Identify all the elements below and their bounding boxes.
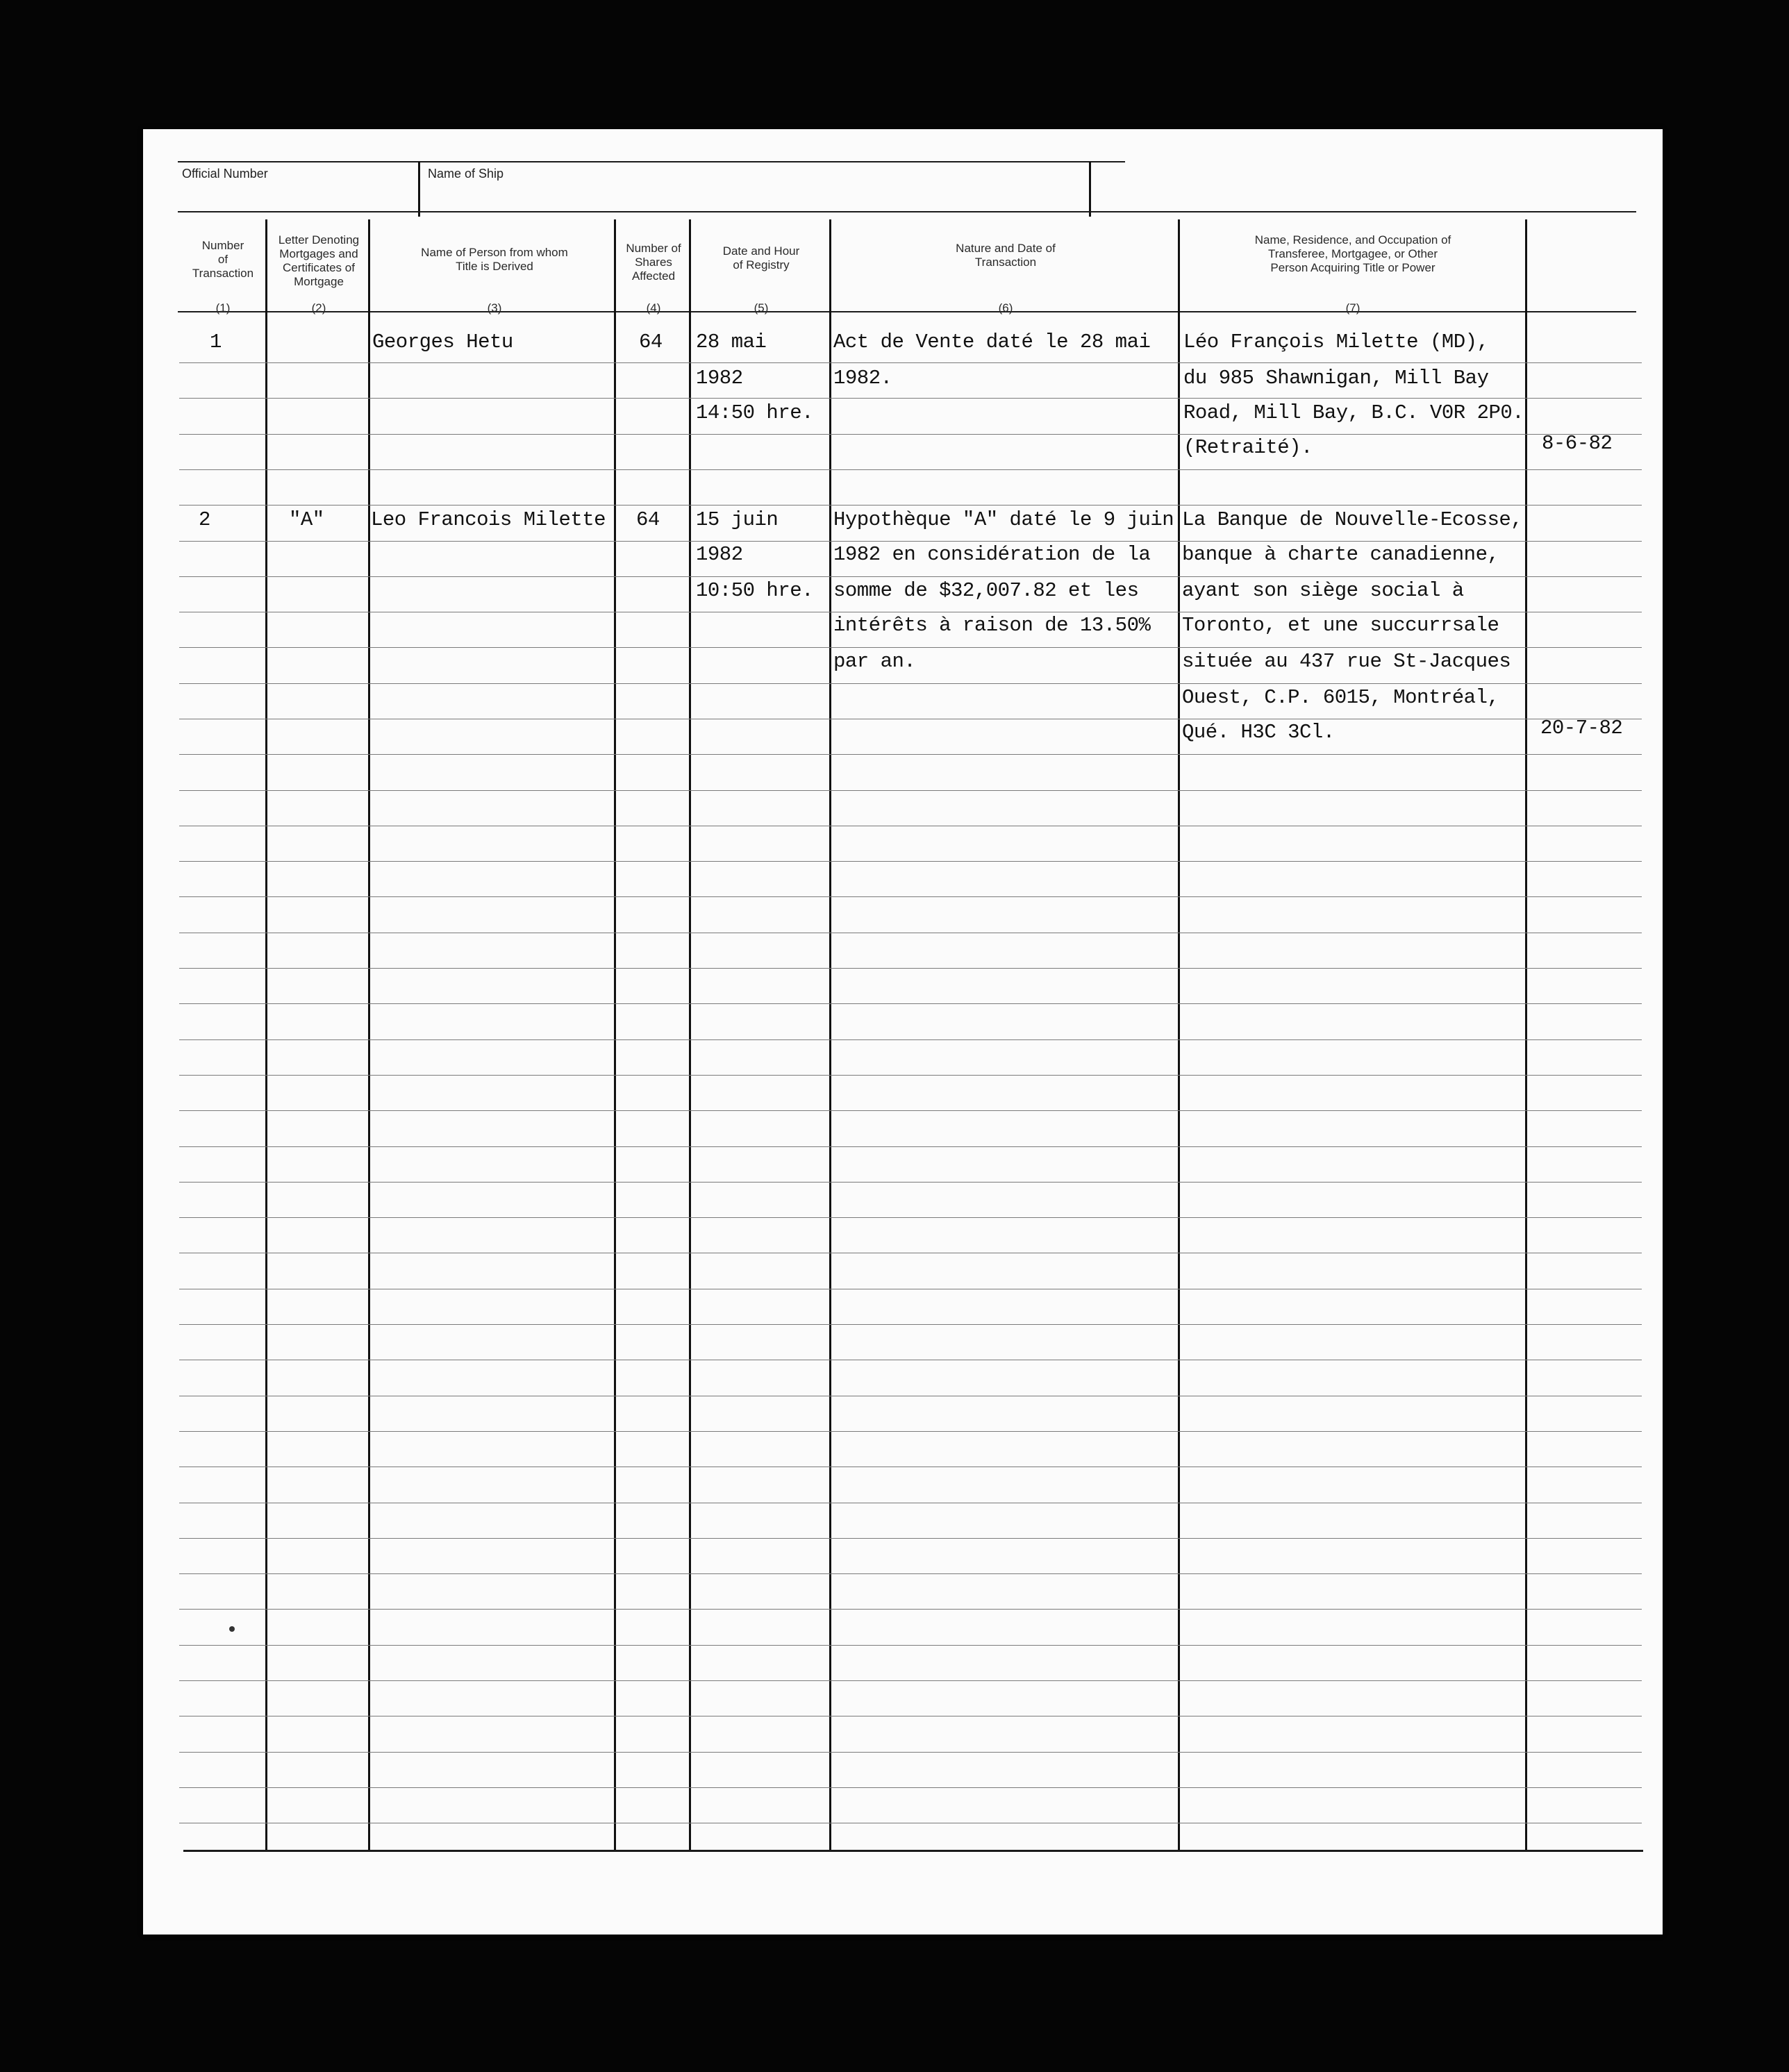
ship-name-label: Name of Ship bbox=[428, 167, 504, 181]
col-header-7: Name, Residence, and Occupation of Transferee, Mortgagee, or Other Person Acquiring Title or Power bbox=[1254, 233, 1451, 274]
entry-2-shares: 64 bbox=[636, 508, 660, 531]
entry-1-acquirer-line: du 985 Shawnigan, Mill Bay bbox=[1183, 367, 1489, 390]
ruled-line bbox=[179, 1039, 1642, 1040]
entry-2-acquirer-line: située au 437 rue St-Jacques bbox=[1182, 650, 1511, 673]
ruled-line bbox=[179, 647, 1642, 648]
col-num-7: (7) bbox=[1345, 301, 1361, 315]
entry-2-from: Leo Francois Milette bbox=[371, 508, 606, 531]
entry-2-registry-line: 10:50 hre. bbox=[696, 579, 814, 602]
ruled-line bbox=[179, 434, 1642, 435]
ruled-line bbox=[179, 896, 1642, 897]
entry-2-number: 2 bbox=[199, 508, 210, 531]
entry-1-registry-line: 14:50 hre. bbox=[696, 401, 814, 424]
ruled-line bbox=[179, 683, 1642, 684]
ruled-line bbox=[179, 505, 1642, 506]
ruled-line bbox=[179, 1324, 1642, 1325]
entry-1-registry-line: 1982 bbox=[696, 367, 743, 390]
official-number-label: Official Number bbox=[182, 167, 268, 181]
col-header-4: Number of Shares Affected bbox=[626, 242, 681, 283]
col-num-1: (1) bbox=[215, 301, 231, 315]
entry-2-registry-line: 15 juin bbox=[696, 508, 779, 531]
col-header-2: Letter Denoting Mortgages and Certificates of Mortgage bbox=[278, 233, 360, 288]
ruled-line bbox=[179, 754, 1642, 755]
entry-2-nature-line: somme de $32,007.82 et les bbox=[833, 579, 1139, 602]
col-divider-4 bbox=[689, 219, 691, 1851]
ruled-line bbox=[179, 1573, 1642, 1574]
ruled-line bbox=[179, 1609, 1642, 1610]
ruled-line bbox=[179, 1787, 1642, 1788]
ruled-line bbox=[179, 1075, 1642, 1076]
top-box-right-border bbox=[1089, 161, 1091, 217]
ruled-line bbox=[179, 1182, 1642, 1183]
entry-2-letter: "A" bbox=[289, 508, 324, 531]
header-top-border bbox=[178, 211, 1636, 212]
ruled-line bbox=[179, 398, 1642, 399]
ruled-line bbox=[179, 576, 1642, 577]
col-divider-1 bbox=[265, 219, 267, 1851]
col-divider-5 bbox=[829, 219, 831, 1851]
col-divider-7 bbox=[1525, 219, 1527, 1851]
col-num-3: (3) bbox=[487, 301, 502, 315]
ruled-line bbox=[179, 861, 1642, 862]
ruled-line bbox=[179, 1645, 1642, 1646]
col-header-1: Number of Transaction bbox=[192, 239, 254, 280]
entry-2-nature-line: par an. bbox=[833, 650, 916, 673]
entry-1-nature-line: Act de Vente daté le 28 mai bbox=[833, 331, 1151, 353]
entry-1-date-note: 8-6-82 bbox=[1542, 432, 1613, 455]
entry-2-acquirer-line: ayant son siège social à bbox=[1182, 579, 1464, 602]
ink-speck bbox=[229, 1626, 235, 1632]
entry-2-acquirer-line: Qué. H3C 3Cl. bbox=[1182, 721, 1335, 744]
top-box-divider bbox=[418, 161, 420, 217]
entry-2-acquirer-line: banque à charte canadienne, bbox=[1182, 543, 1499, 566]
col-header-5: Date and Hour of Registry bbox=[722, 244, 800, 271]
ruled-line bbox=[179, 469, 1642, 470]
col-num-4: (4) bbox=[646, 301, 661, 315]
ruled-line bbox=[179, 541, 1642, 542]
ruled-line bbox=[179, 1752, 1642, 1753]
entry-2-nature-line: 1982 en considération de la bbox=[833, 543, 1151, 566]
entry-1-number: 1 bbox=[210, 331, 222, 353]
col-num-5: (5) bbox=[754, 301, 769, 315]
col-num-6: (6) bbox=[998, 301, 1013, 315]
ruled-line bbox=[179, 1217, 1642, 1218]
entry-1-from: Georges Hetu bbox=[372, 331, 513, 353]
ruled-line bbox=[179, 1538, 1642, 1539]
col-divider-2 bbox=[368, 219, 370, 1851]
col-divider-3 bbox=[614, 219, 616, 1851]
top-box-top-border bbox=[178, 161, 1125, 162]
ruled-line bbox=[179, 1680, 1642, 1681]
register-page bbox=[143, 129, 1663, 1935]
entry-1-shares: 64 bbox=[639, 331, 663, 353]
col-num-2: (2) bbox=[311, 301, 326, 315]
entry-1-registry-line: 28 mai bbox=[696, 331, 767, 353]
ruled-line bbox=[179, 1146, 1642, 1147]
entry-2-acquirer-line: Ouest, C.P. 6015, Montréal, bbox=[1182, 686, 1499, 709]
ruled-line bbox=[179, 1003, 1642, 1004]
entry-1-acquirer-line: Road, Mill Bay, B.C. V0R 2P0. bbox=[1183, 401, 1524, 424]
entry-2-acquirer-line: Toronto, et une succurrsale bbox=[1182, 614, 1499, 637]
ruled-line bbox=[179, 968, 1642, 969]
entry-2-acquirer-line: La Banque de Nouvelle-Ecosse, bbox=[1182, 508, 1523, 531]
col-header-3: Name of Person from whom Title is Derived bbox=[421, 246, 568, 273]
ruled-line bbox=[179, 1110, 1642, 1111]
entry-2-date-note: 20-7-82 bbox=[1540, 717, 1623, 740]
entry-1-acquirer-line: (Retraité). bbox=[1183, 436, 1313, 459]
ruled-line bbox=[179, 362, 1642, 363]
ruled-line bbox=[179, 790, 1642, 791]
entry-2-nature-line: Hypothèque "A" daté le 9 juin bbox=[833, 508, 1174, 531]
col-header-6: Nature and Date of Transaction bbox=[956, 242, 1056, 269]
entry-1-acquirer-line: Léo François Milette (MD), bbox=[1183, 331, 1489, 353]
entry-2-nature-line: intérêts à raison de 13.50% bbox=[833, 614, 1151, 637]
col-divider-6 bbox=[1178, 219, 1180, 1851]
entry-2-registry-line: 1982 bbox=[696, 543, 743, 566]
entry-1-nature-line: 1982. bbox=[833, 367, 892, 390]
table-bottom-border bbox=[183, 1850, 1643, 1852]
ruled-line bbox=[179, 1431, 1642, 1432]
